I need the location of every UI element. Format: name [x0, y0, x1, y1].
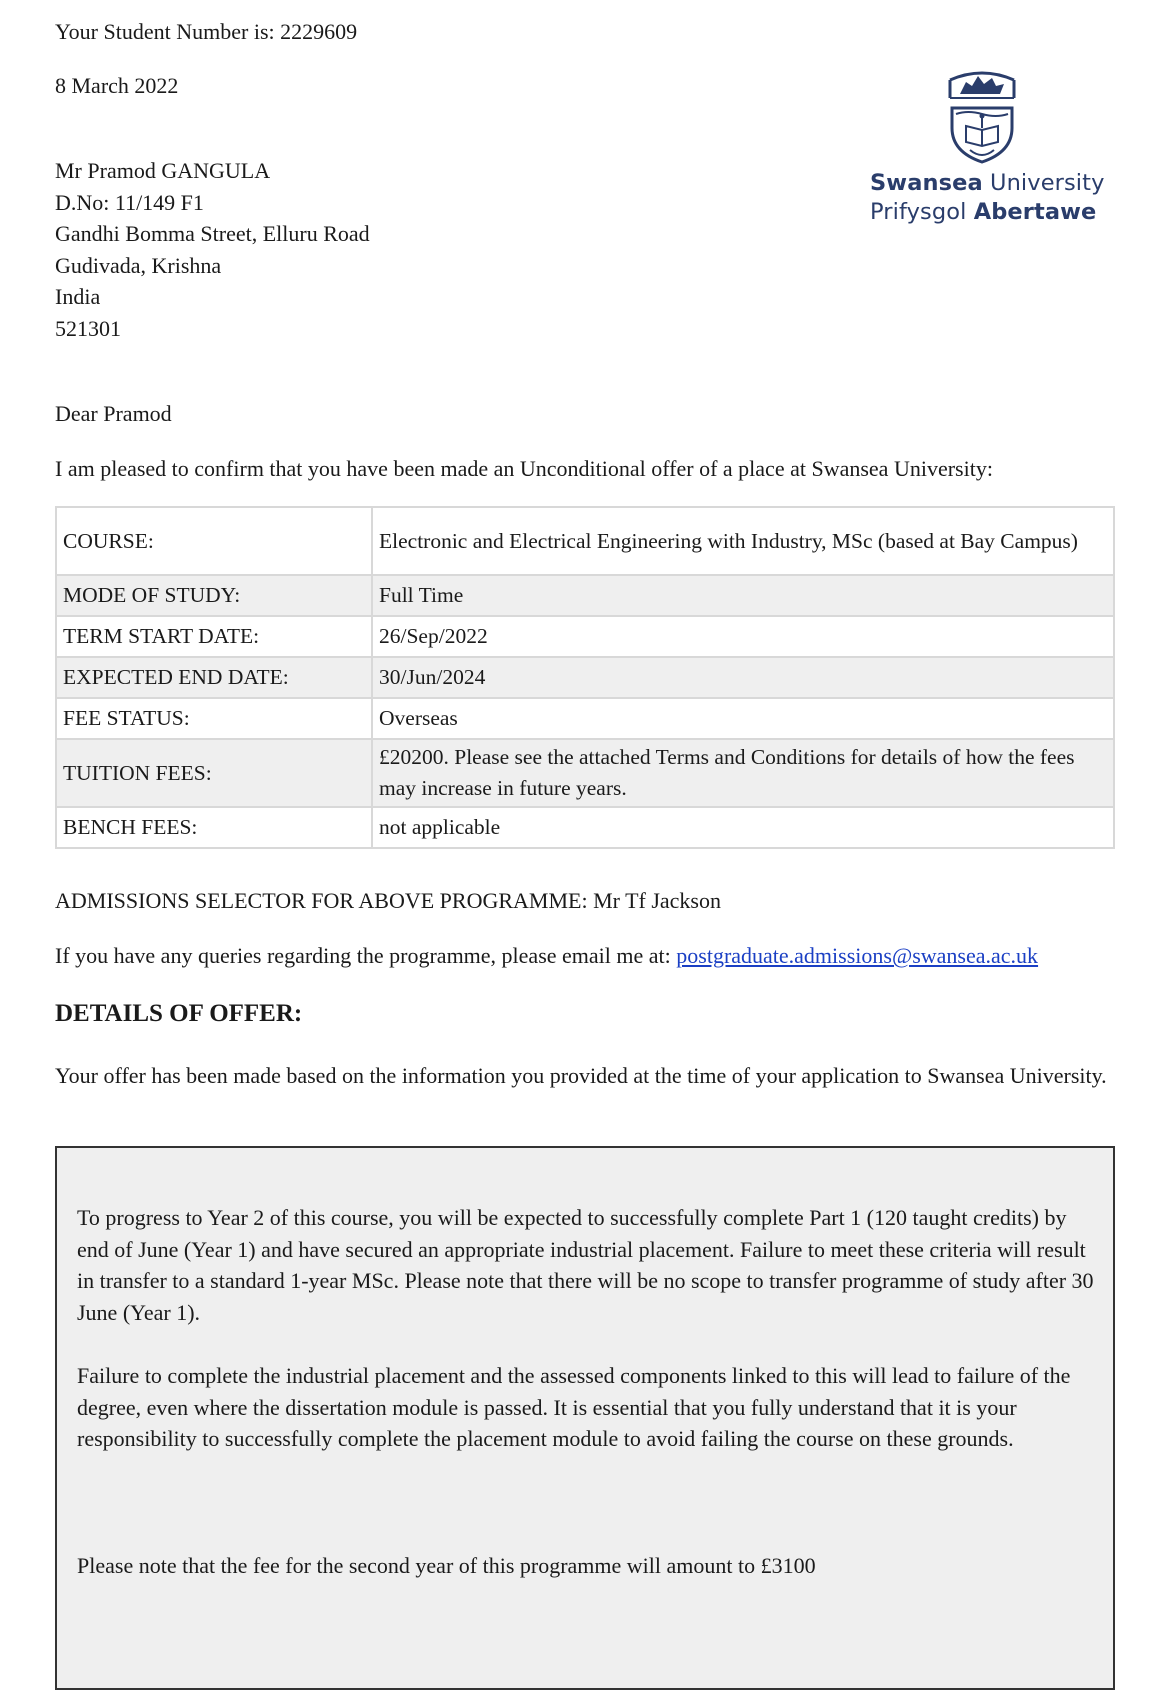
logo-text-welsh: Prifysgol Abertawe: [870, 199, 1097, 225]
address-line: 521301: [55, 315, 121, 341]
email-link[interactable]: postgraduate.admissions@swansea.ac.uk: [676, 943, 1039, 968]
table-row: [57, 658, 1113, 699]
student-number: Your Student Number is: 2229609: [55, 19, 358, 44]
detail-label: FEE STATUS:: [57, 699, 373, 740]
detail-label: EXPECTED END DATE:: [57, 658, 373, 699]
address-line: India: [55, 284, 101, 309]
detail-label: TERM START DATE:: [57, 617, 373, 658]
address-line: D.No: 11/149 F1: [55, 189, 204, 215]
offer-intro-paragraph: Your offer has been made based on the information you provided at the time of your application to Swansea University.: [55, 1063, 1107, 1088]
detail-value: £20200. Please see the attached Terms and Conditions for details of how the fees may increase in future years.: [373, 740, 1113, 808]
course-details-table: [55, 506, 1115, 849]
detail-value: not applicable: [379, 815, 501, 839]
admissions-selector: ADMISSIONS SELECTOR FOR ABOVE PROGRAMME: Mr Tf Jackson: [55, 888, 721, 913]
detail-label: TUITION FEES:: [57, 740, 373, 808]
offer-intro: I am pleased to confirm that you have been made an Unconditional offer of a place at Swansea University:: [55, 456, 993, 481]
offer-conditions-box: [55, 1146, 1115, 1690]
university-crest-icon: [944, 68, 1020, 164]
detail-value: 26/Sep/2022: [373, 617, 1113, 658]
table-row: [57, 617, 1113, 658]
condition-paragraph: Failure to complete the industrial placement and the assessed components linked to this will lead to failure of the degree, even where the dissertation module is passed. It is essential that you fully understand that it is your responsibility to successfully complete the placement module to avoid failing the course on these grounds.: [77, 1363, 1071, 1451]
address-line: Gudivada, Krishna: [55, 252, 222, 278]
condition-paragraph: Please note that the fee for the second year of this programme will amount to £3100: [77, 1553, 816, 1578]
table-row: [57, 508, 1113, 576]
detail-value: 30/Jun/2024: [373, 658, 1113, 699]
detail-label: COURSE:: [57, 508, 373, 576]
condition-paragraph: To progress to Year 2 of this course, you will be expected to successfully complete Part 1 (120 taught credits) by end of June (Year 1) and have secured an appropriate industrial placement. Failure to meet these criteria will result in transfer to a standard 1-year MSc. Please note that there will be no scope to transfer programme of study after 30 June (Year 1).: [77, 1205, 1094, 1325]
queries-text: If you have any queries regarding the programme, please email me at:: [55, 943, 677, 968]
address-line: Mr Pramod GANGULA: [55, 158, 271, 183]
detail-value: Overseas: [373, 699, 1113, 740]
detail-label: MODE OF STUDY:: [57, 576, 373, 617]
table-row: [57, 699, 1113, 740]
logo-text-english: Swansea University: [870, 170, 1105, 196]
table-row: [57, 808, 1113, 847]
table-row: [57, 576, 1113, 617]
recipient-address: [55, 155, 370, 344]
queries-line: [55, 940, 1038, 971]
university-logo: [860, 68, 1110, 228]
address-line: Gandhi Bomma Street, Elluru Road: [55, 221, 370, 246]
table-row: [57, 740, 1113, 808]
letter-date: 8 March 2022: [55, 73, 179, 98]
detail-value: Electronic and Electrical Engineering with Industry, MSc (based at Bay Campus): [373, 508, 1113, 576]
detail-value: Full Time: [373, 576, 1113, 617]
detail-label: BENCH FEES:: [57, 808, 373, 847]
salutation: Dear Pramod: [55, 401, 172, 426]
offer-details-heading: DETAILS OF OFFER:: [55, 1000, 303, 1027]
